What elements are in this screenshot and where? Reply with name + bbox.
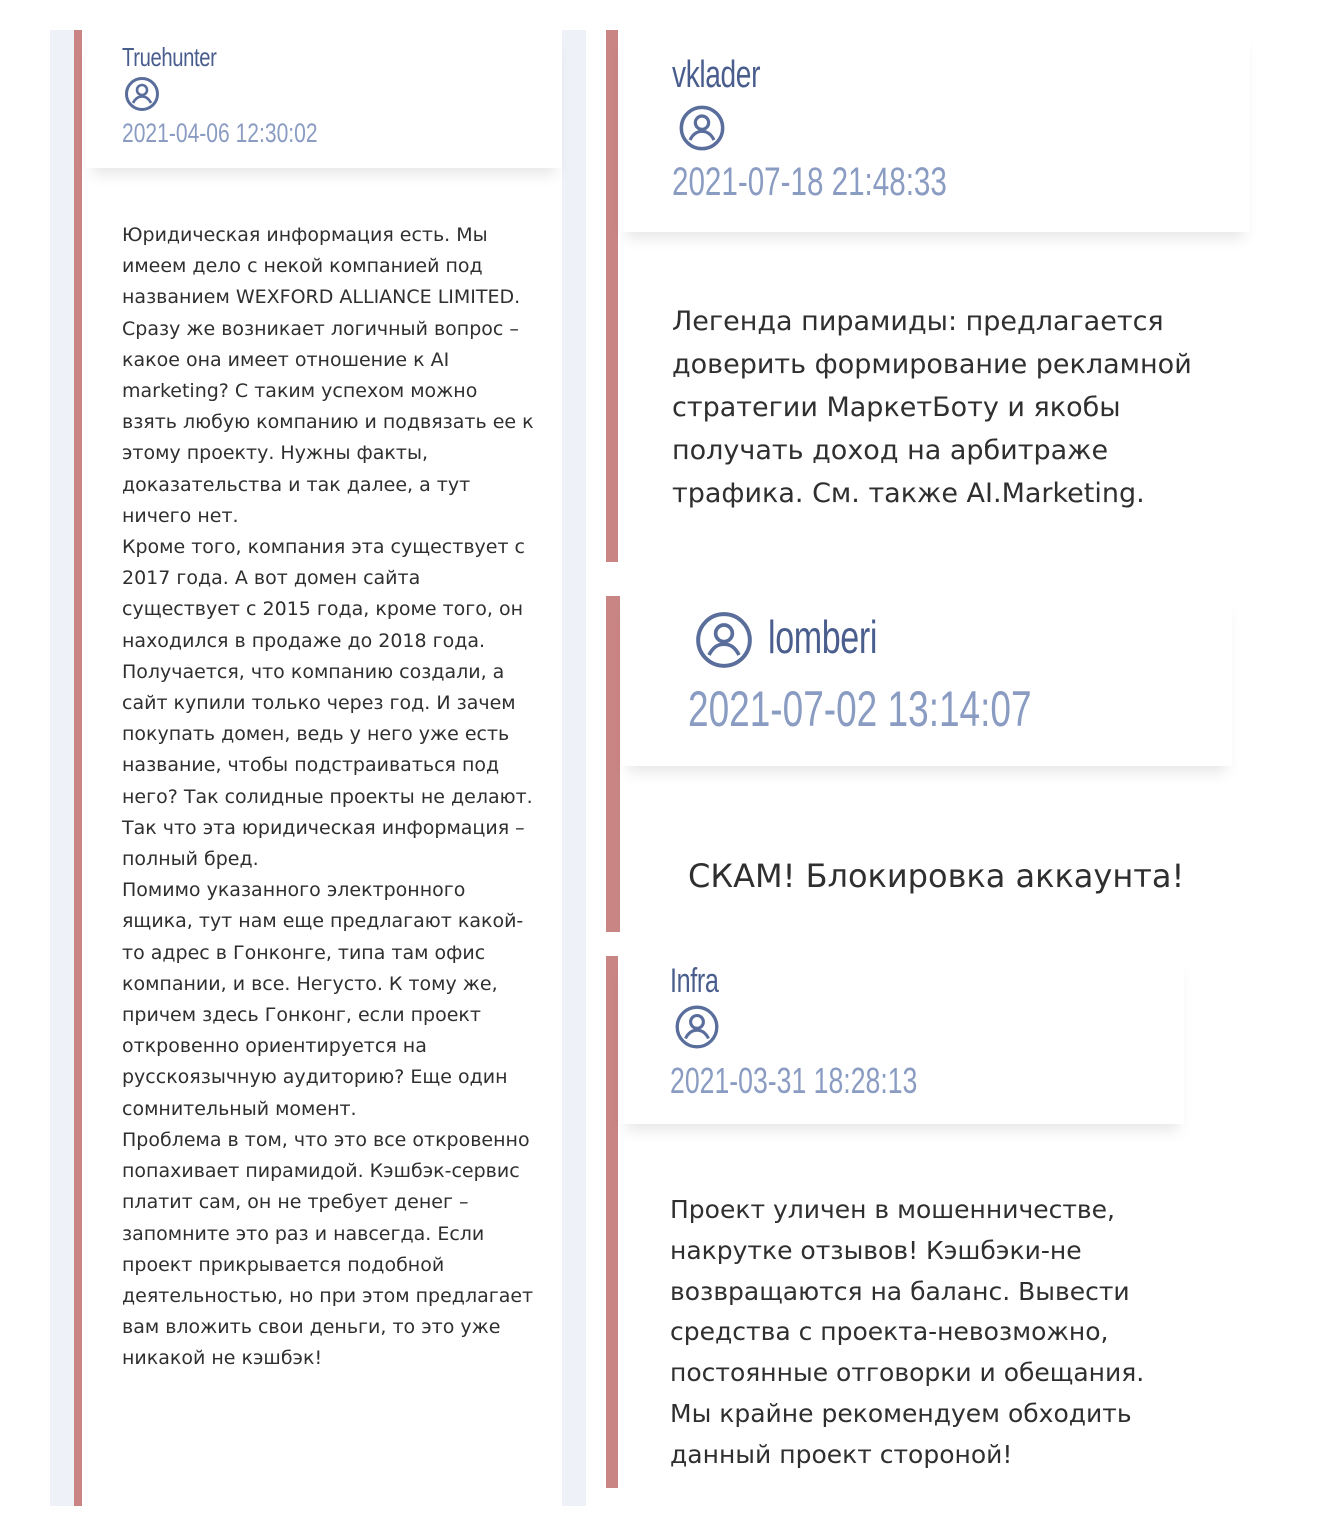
review-header [86,30,562,168]
user-avatar-icon [124,76,160,112]
review-header [622,596,1232,766]
review-card-lomberi [606,596,1232,932]
review-text: СКАМ! Блокировка аккаунта! [688,857,1185,895]
username[interactable]: Infra [670,962,719,1000]
review-paragraph: Проблема в том, что это все откровенно попахивает пирамидой. Кэшбэк-сервис платит сам, он не требует денег – запомните это раз и навсегда. Если проект прикрывается подобной деятельностью, но при этом предлагает вам вложить свои деньги, то это уже никакой не кэшбэк! [122,1128,534,1370]
review-date: 2021-07-18 21:48:33 [672,160,947,204]
review-date: 2021-07-02 13:14:07 [688,681,1032,737]
review-date: 2021-03-31 18:28:13 [670,1060,918,1101]
review-text: Легенда пирамиды: предлагается доверить формирование рекламной стратегии МаркетБоту и якобы получать доход на арбитраже трафика. См. также AI.Marketing. [672,306,1192,509]
accent-bar [606,596,620,932]
review-header [620,30,1250,232]
user-avatar-icon [674,1004,720,1050]
review-paragraph: Юридическая информация есть. Мы имеем дело с некой компанией под названием WEXFORD ALLIANCE LIMITED. Сразу же возникает логичный вопрос – какое она имеет отношение к AI marketing? С таким успехом можно взять любую компанию и подвязать ее к этому проекту. Нужны факты, доказательства и так далее, а тут ничего нет. [122,224,534,527]
review-date: 2021-04-06 12:30:02 [122,118,318,148]
review-card-vklader [606,30,1250,562]
user-avatar-icon [694,610,754,670]
review-text: Проект уличен в мошенничестве, накрутке отзывов! Кэшбэки-не возвращаются на баланс. Вывести средства с проекта-невозможно, постоянные отговорки и обещания. Мы крайне рекомендуем обходить данный проект стороной! [670,1195,1145,1469]
review-text [122,220,534,1375]
review-paragraph: Кроме того, компания эта существует с 2017 года. А вот домен сайта существует с 2015 года, кроме того, он находился в продаже до 2018 года. Получается, что компанию создали, а сайт купили только через год. И зачем покупать домен, ведь у него уже есть название, чтобы подстраиваться под него? Так солидные проекты не делают. Так что эта юридическая информация – полный бред. [122,536,533,871]
column-background-left [50,30,76,1506]
review-card-truehunter [74,30,562,1506]
review-card-infra [606,956,1184,1488]
accent-bar [74,30,82,1506]
username[interactable]: lomberi [768,611,878,663]
accent-bar [606,30,618,562]
column-background-right [562,30,586,1506]
username[interactable]: Truehunter [122,42,217,72]
user-avatar-icon [678,104,726,152]
accent-bar [606,956,618,1488]
review-header [620,956,1184,1124]
review-paragraph: Помимо указанного электронного ящика, тут нам еще предлагают какой-то адрес в Гонконге, типа там офис компании, и все. Негусто. К тому же, причем здесь Гонконг, если проект откровенно ориентируется на русскоязычную аудиторию? Еще один сомнительный момент. [122,879,524,1120]
username[interactable]: vklader [672,54,761,96]
